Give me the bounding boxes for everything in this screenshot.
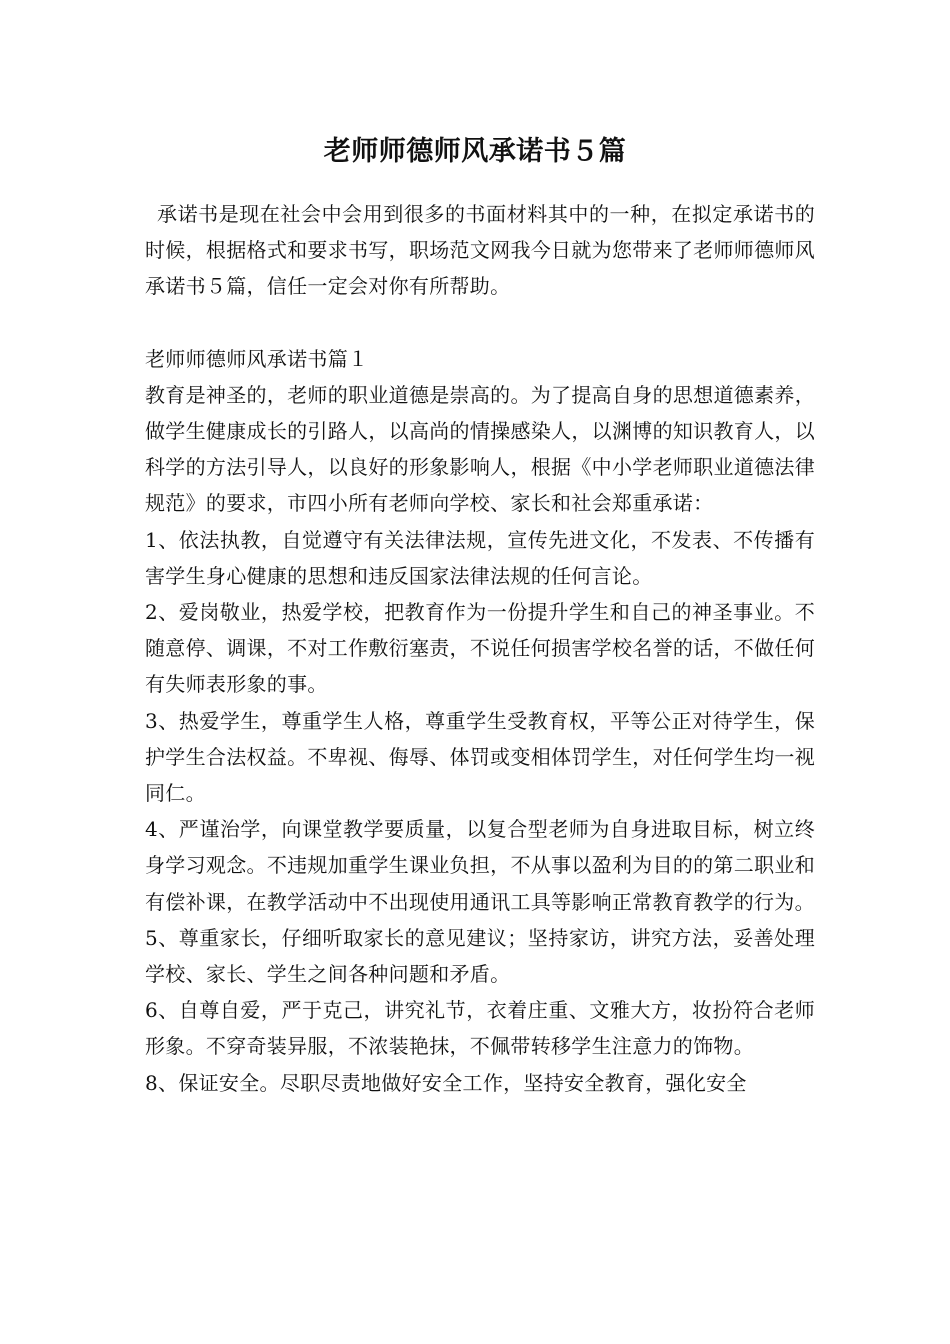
document-body <box>145 196 815 1101</box>
pledge-item-8: 8、保证安全。尽职尽责地做好安全工作，坚持安全教育，强化安全 <box>145 1070 747 1095</box>
pledge-item-2: 2、爱岗敬业，热爱学校，把教育作为一份提升学生和自己的神圣事业。不随意停、调课，不对工作敷衍塞责，不说任何损害学校名誉的话，不做任何有失师表形象的事。 <box>145 600 815 697</box>
pledge-item-5: 5、尊重家长，仔细听取家长的意见建议；坚持家访，讲究方法，妥善处理学校、家长、学生之间各种问题和矛盾。 <box>145 925 815 987</box>
document-title: 老师师德师风承诺书５篇 <box>323 136 627 167</box>
body-paragraph: 教育是神圣的，老师的职业道德是崇高的。为了提高自身的思想道德素养，做学生健康成长的引路人，以高尚的情操感染人，以渊博的知识教育人，以科学的方法引导人，以良好的形象影响人，根据《中小学老师职业道德法律规范》的要求，市四小所有老师向学校、家长和社会郑重承诺： <box>145 382 815 516</box>
pledge-item-1: 1、依法执教，自觉遵守有关法律法规，宣传先进文化，不发表、不传播有害学生身心健康的思想和违反国家法律法规的任何言论。 <box>145 527 815 588</box>
pledge-item-3: 3、热爱学生，尊重学生人格，尊重学生受教育权，平等公正对待学生，保护学生合法权益。不卑视、侮辱、体罚或变相体罚学生，对任何学生均一视同仁。 <box>145 708 815 806</box>
pledge-item-6: 6、自尊自爱，严于克己，讲究礼节，衣着庄重、文雅大方，妆扮符合老师形象。不穿奇装异服，不浓装艳抹，不佩带转移学生注意力的饰物。 <box>145 998 815 1059</box>
pledge-item-4: 4、严谨治学，向课堂教学要质量，以复合型老师为自身进取目标，树立终身学习观念。不违规加重学生课业负担，不从事以盈利为目的的第二职业和有偿补课，在教学活动中不出现使用通讯工具等影响正常教育教学的行为。 <box>145 817 815 914</box>
section-heading: 老师师德师风承诺书篇１ <box>145 346 369 371</box>
intro-paragraph: 承诺书是现在社会中会用到很多的书面材料其中的一种，在拟定承诺书的时候，根据格式和要求书写，职场范文网我今日就为您带来了老师师德师风承诺书５篇，信任一定会对你有所帮助。 <box>145 202 815 299</box>
paragraph-gap <box>145 305 815 341</box>
